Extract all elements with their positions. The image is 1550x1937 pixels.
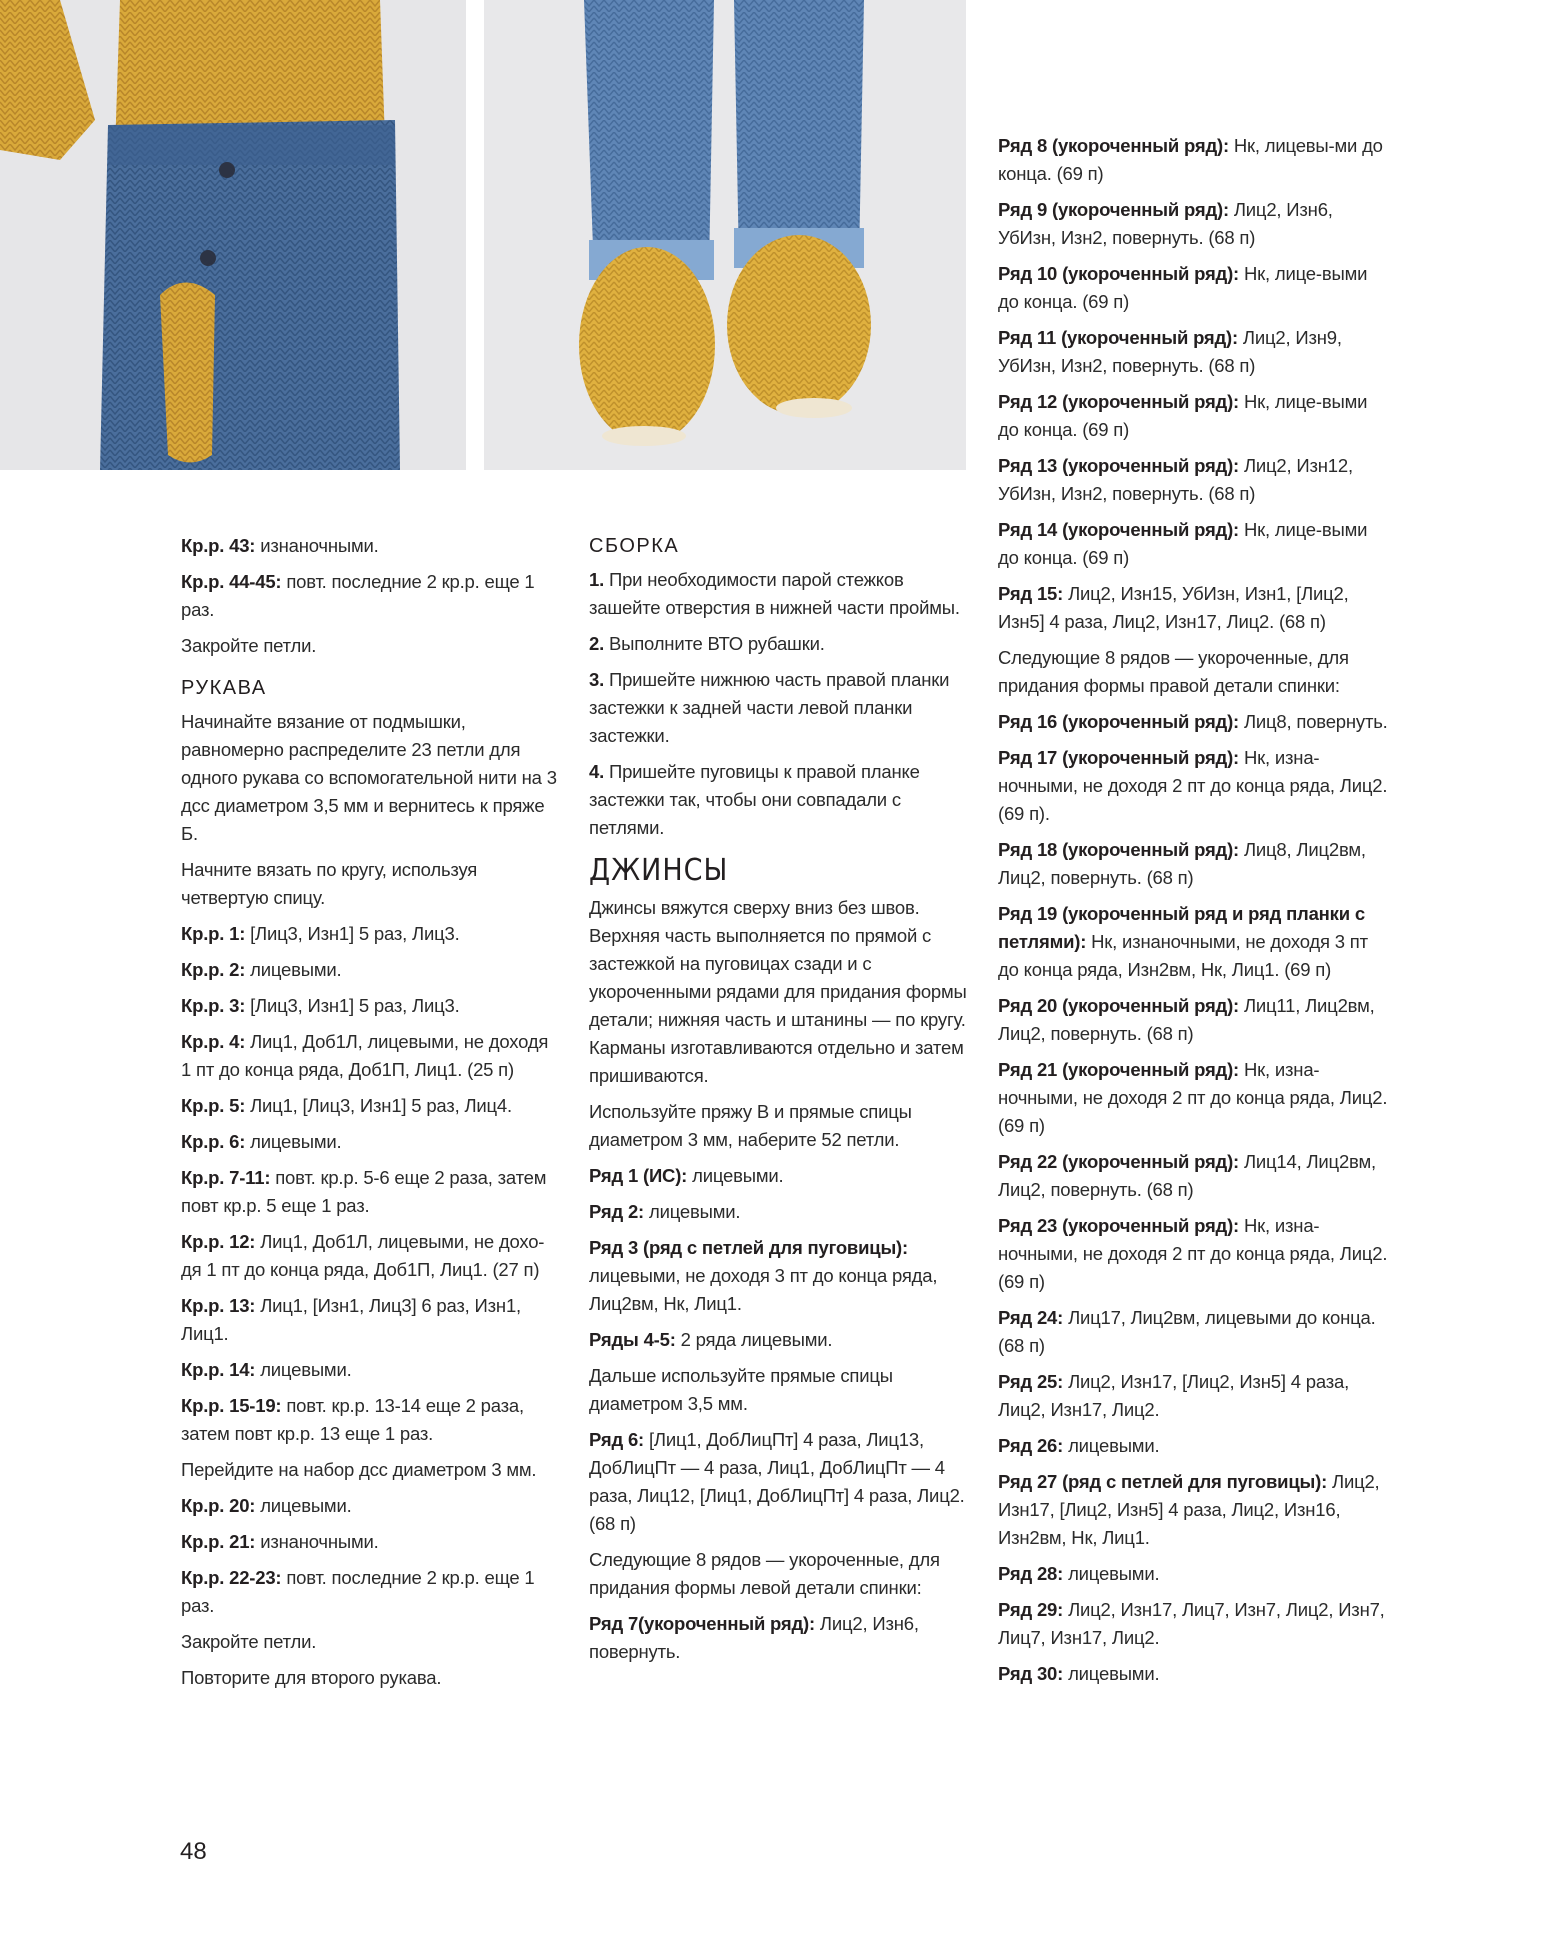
instruction-paragraph: [589, 1098, 974, 1154]
instruction-text: [Лиц1, ДобЛицПт] 4 раза, Лиц13, ДобЛицПт — 4 раза, Лиц1, ДобЛицПт — 4 раза, Лиц12, [Лиц1, ДобЛицПт] 4 раза, Лиц2. (68 п): [589, 1429, 965, 1534]
instruction-label: Ряд 6:: [589, 1429, 645, 1450]
instruction-paragraph: [589, 1234, 974, 1318]
instruction-text: лицевыми.: [687, 1165, 784, 1186]
instruction-paragraph: [998, 708, 1388, 736]
column-1: [181, 532, 561, 1700]
instruction-label: Кр.р. 14:: [181, 1359, 256, 1380]
instruction-label: Ряд 13 (укороченный ряд):: [998, 455, 1240, 476]
instruction-paragraph: [181, 992, 561, 1020]
instruction-label: Кр.р. 5:: [181, 1095, 246, 1116]
instruction-label: Ряд 11 (укороченный ряд):: [998, 327, 1238, 348]
instruction-paragraph: [998, 644, 1388, 700]
instruction-paragraph: [181, 632, 561, 660]
instruction-paragraph: [998, 196, 1388, 252]
instruction-paragraph: [181, 708, 561, 848]
instruction-label: Кр.р. 13:: [181, 1295, 256, 1316]
instruction-text: лицевыми, не доходя 3 пт до конца ряда, Лиц2вм, Нк, Лиц1.: [589, 1265, 938, 1314]
instruction-label: 1.: [589, 569, 605, 590]
instruction-label: Кр.р. 3:: [181, 995, 246, 1016]
instruction-paragraph: [998, 1432, 1388, 1460]
instruction-paragraph: [589, 1426, 974, 1538]
instruction-paragraph: [998, 452, 1388, 508]
instruction-paragraph: [181, 1528, 561, 1556]
instruction-text: 2 ряда лицевыми.: [675, 1329, 833, 1350]
instruction-label: Кр.р. 4:: [181, 1031, 246, 1052]
instruction-text: Лиц1, [Лиц3, Изн1] 5 раз, Лиц4.: [245, 1095, 512, 1116]
instruction-label: Кр.р. 20:: [181, 1495, 256, 1516]
instruction-text: Нк, изна-ночными, не доходя 2 пт до конца ряда, Лиц2. (69 п): [998, 1059, 1388, 1136]
instruction-text: При необходимости парой стежков зашейте отверстия в нижней части проймы.: [589, 569, 960, 618]
instruction-paragraph: [589, 1362, 974, 1418]
instruction-paragraph: [181, 532, 561, 560]
instruction-paragraph: [998, 260, 1388, 316]
instruction-paragraph: [998, 516, 1388, 572]
instruction-paragraph: [998, 1368, 1388, 1424]
instruction-paragraph: [181, 568, 561, 624]
instruction-paragraph: [589, 1546, 974, 1602]
instruction-label: Ряд 12 (укороченный ряд):: [998, 391, 1240, 412]
instruction-text: лицевыми.: [644, 1201, 741, 1222]
instruction-text: Пришейте нижнюю часть правой планки застежки к задней части левой планки застежки.: [589, 669, 950, 746]
instruction-paragraph: [589, 630, 974, 658]
instruction-label: Кр.р. 2:: [181, 959, 246, 980]
instruction-text: изнаночными.: [255, 535, 379, 556]
instruction-label: Ряд 29:: [998, 1599, 1064, 1620]
instruction-text: Используйте пряжу В и прямые спицы диаметром 3 мм, наберите 52 петли.: [589, 1101, 912, 1150]
instruction-text: Лиц2, Изн17, Лиц7, Изн7, Лиц2, Изн7, Лиц7, Изн17, Лиц2.: [998, 1599, 1385, 1648]
instruction-text: лицевыми.: [1063, 1435, 1160, 1456]
instruction-text: Лиц2, Изн17, [Лиц2, Изн5] 4 раза, Лиц2, Изн16, Изн2вм, Нк, Лиц1.: [998, 1471, 1380, 1548]
instruction-label: Ряд 26:: [998, 1435, 1064, 1456]
instruction-text: Дальше используйте прямые спицы диаметром 3,5 мм.: [589, 1365, 893, 1414]
instruction-label: Ряд 27 (ряд с петлей для пуговицы):: [998, 1471, 1328, 1492]
instruction-text: лицевыми.: [245, 1131, 342, 1152]
instruction-paragraph: [181, 1356, 561, 1384]
instruction-text: Перейдите на набор дсс диаметром 3 мм.: [181, 1459, 537, 1480]
doll-torso-photo: [0, 0, 466, 470]
instruction-text: Лиц1, Доб1Л, лицевыми, не дохо-дя 1 пт до конца ряда, Доб1П, Лиц1. (27 п): [181, 1231, 545, 1280]
instruction-label: Ряд 3 (ряд с петлей для пуговицы):: [589, 1237, 908, 1258]
instruction-text: лицевыми.: [255, 1359, 352, 1380]
instruction-text: изнаночными.: [255, 1531, 379, 1552]
instruction-text: Нк, лице-выми до конца. (69 п): [998, 519, 1368, 568]
instruction-text: лицевыми.: [1063, 1663, 1160, 1684]
instruction-text: Закройте петли.: [181, 635, 317, 656]
instruction-label: Ряд 10 (укороченный ряд):: [998, 263, 1240, 284]
instruction-paragraph: [181, 1228, 561, 1284]
instruction-text: Следующие 8 рядов — укороченные, для придания формы левой детали спинки:: [589, 1549, 940, 1598]
instruction-paragraph: [998, 1560, 1388, 1588]
column-2: [589, 532, 974, 1674]
instruction-label: Ряд 9 (укороченный ряд):: [998, 199, 1229, 220]
instruction-text: Пришейте пуговицы к правой планке застежки так, чтобы они совпадали с петлями.: [589, 761, 920, 838]
instruction-label: Ряд 19 (укороченный ряд и ряд планки с петлями):: [998, 903, 1365, 952]
instruction-paragraph: [998, 1304, 1388, 1360]
instruction-text: Нк, лице-выми до конца. (69 п): [998, 263, 1368, 312]
instruction-text: повт. последние 2 кр.р. еще 1 раз.: [181, 1567, 535, 1616]
instruction-text: Лиц2, Изн9, УбИзн, Изн2, повернуть. (68 п): [998, 327, 1342, 376]
instruction-text: Лиц17, Лиц2вм, лицевыми до конца. (68 п): [998, 1307, 1376, 1356]
instruction-text: Лиц8, повернуть.: [1239, 711, 1388, 732]
instruction-text: Закройте петли.: [181, 1631, 317, 1652]
instruction-paragraph: [181, 1092, 561, 1120]
instruction-label: Ряд 30:: [998, 1663, 1064, 1684]
instruction-label: Ряд 25:: [998, 1371, 1064, 1392]
instruction-paragraph: [998, 836, 1388, 892]
instruction-paragraph: [181, 1564, 561, 1620]
instruction-label: Ряд 18 (укороченный ряд):: [998, 839, 1240, 860]
instruction-paragraph: [181, 856, 561, 912]
instruction-paragraph: [998, 1660, 1388, 1688]
instruction-label: Ряд 7(укороченный ряд):: [589, 1613, 815, 1634]
instruction-label: 2.: [589, 633, 605, 654]
instruction-text: Выполните ВТО рубашки.: [604, 633, 825, 654]
instruction-text: Лиц2, Изн15, УбИзн, Изн1, [Лиц2, Изн5] 4 раза, Лиц2, Изн17, Лиц2. (68 п): [998, 583, 1349, 632]
instruction-label: Ряд 8 (укороченный ряд):: [998, 135, 1229, 156]
section-heading: СБОРКА: [589, 535, 680, 557]
instruction-paragraph: [589, 1610, 974, 1666]
instruction-text: Лиц11, Лиц2вм, Лиц2, повернуть. (68 п): [998, 995, 1375, 1044]
instruction-paragraph: [181, 1664, 561, 1692]
instruction-paragraph: [589, 666, 974, 750]
instruction-paragraph: [589, 1198, 974, 1226]
instruction-label: Ряд 2:: [589, 1201, 645, 1222]
instruction-label: Ряд 24:: [998, 1307, 1064, 1328]
instruction-label: Ряд 15:: [998, 583, 1064, 604]
instruction-paragraph: [181, 1292, 561, 1348]
instruction-paragraph: [589, 566, 974, 622]
instruction-text: [Лиц3, Изн1] 5 раз, Лиц3.: [245, 923, 460, 944]
instruction-label: Ряд 17 (укороченный ряд):: [998, 747, 1240, 768]
instruction-paragraph: [181, 1164, 561, 1220]
instruction-paragraph: [998, 1148, 1388, 1204]
instruction-label: Кр.р. 6:: [181, 1131, 246, 1152]
instruction-paragraph: [998, 132, 1388, 188]
instruction-paragraph: [181, 1128, 561, 1156]
instruction-paragraph: [998, 900, 1388, 984]
instruction-label: Ряд 22 (укороченный ряд):: [998, 1151, 1240, 1172]
instruction-text: Лиц2, Изн12, УбИзн, Изн2, повернуть. (68 п): [998, 455, 1353, 504]
instruction-text: Лиц2, Изн6, УбИзн, Изн2, повернуть. (68 п): [998, 199, 1333, 248]
instruction-label: Кр.р. 15-19:: [181, 1395, 282, 1416]
instruction-text: Нк, изна-ночными, не доходя 2 пт до конца ряда, Лиц2. (69 п).: [998, 747, 1388, 824]
instruction-label: Кр.р. 43:: [181, 535, 256, 556]
instruction-label: Кр.р. 12:: [181, 1231, 256, 1252]
instruction-paragraph: [181, 1456, 561, 1484]
instruction-text: Начинайте вязание от подмышки, равномерно распределите 23 петли для одного рукава со вспомогательной нити на 3 дсс диаметром 3,5 мм и вернитесь к пряже Б.: [181, 711, 557, 844]
instruction-paragraph: [998, 744, 1388, 828]
instruction-text: лицевыми.: [245, 959, 342, 980]
instruction-label: Ряд 21 (укороченный ряд):: [998, 1059, 1240, 1080]
instruction-text: повт. кр.р. 5-6 еще 2 раза, затем повт кр.р. 5 еще 1 раз.: [181, 1167, 547, 1216]
instruction-paragraph: [998, 1468, 1388, 1552]
instruction-label: Ряд 20 (укороченный ряд):: [998, 995, 1240, 1016]
instruction-text: Начните вязать по кругу, используя четвертую спицу.: [181, 859, 478, 908]
instruction-paragraph: [998, 388, 1388, 444]
instruction-label: Ряд 16 (укороченный ряд):: [998, 711, 1240, 732]
instruction-text: лицевыми.: [255, 1495, 352, 1516]
section-heading: РУКАВА: [181, 677, 267, 699]
instruction-paragraph: [181, 956, 561, 984]
instruction-text: Лиц14, Лиц2вм, Лиц2, повернуть. (68 п): [998, 1151, 1376, 1200]
instruction-paragraph: [998, 1596, 1388, 1652]
instruction-paragraph: [181, 1028, 561, 1084]
instruction-label: Кр.р. 1:: [181, 923, 246, 944]
doll-legs-photo: [484, 0, 966, 470]
instruction-text: Нк, изна-ночными, не доходя 2 пт до конца ряда, Лиц2. (69 п): [998, 1215, 1388, 1292]
instruction-paragraph: [998, 992, 1388, 1048]
instruction-label: Ряд 23 (укороченный ряд):: [998, 1215, 1240, 1236]
instruction-text: Нк, изнаночными, не доходя 3 пт до конца ряда, Изн2вм, Нк, Лиц1. (69 п): [998, 931, 1368, 980]
instruction-paragraph: [181, 1492, 561, 1520]
instruction-label: Кр.р. 44-45:: [181, 571, 282, 592]
instruction-paragraph: [589, 758, 974, 842]
instruction-text: Лиц1, [Изн1, Лиц3] 6 раз, Изн1, Лиц1.: [181, 1295, 521, 1344]
instruction-text: Нк, лице-выми до конца. (69 п): [998, 391, 1368, 440]
instruction-paragraph: [998, 580, 1388, 636]
instruction-label: Кр.р. 22-23:: [181, 1567, 282, 1588]
instruction-paragraph: [589, 894, 974, 1090]
instruction-text: Лиц8, Лиц2вм, Лиц2, повернуть. (68 п): [998, 839, 1366, 888]
instruction-text: лицевыми.: [1063, 1563, 1160, 1584]
instruction-label: Ряд 1 (ИС):: [589, 1165, 688, 1186]
section-title: ДЖИНСЫ: [589, 853, 729, 888]
instruction-text: Следующие 8 рядов — укороченные, для придания формы правой детали спинки:: [998, 647, 1349, 696]
instruction-text: [Лиц3, Изн1] 5 раз, Лиц3.: [245, 995, 460, 1016]
instruction-text: Лиц1, Доб1Л, лицевыми, не доходя 1 пт до конца ряда, Доб1П, Лиц1. (25 п): [181, 1031, 549, 1080]
instruction-text: Нк, лицевы-ми до конца. (69 п): [998, 135, 1383, 184]
instruction-paragraph: [181, 1392, 561, 1448]
instruction-label: 4.: [589, 761, 605, 782]
instruction-label: Ряды 4-5:: [589, 1329, 676, 1350]
instruction-label: 3.: [589, 669, 605, 690]
instruction-paragraph: [998, 324, 1388, 380]
instruction-text: Джинсы вяжутся сверху вниз без швов. Верхняя часть выполняется по прямой с застежкой на пуговицах сзади и с укороченными рядами для придания формы детали; нижняя часть и штанины — по кругу. Карманы изготавливаются отдельно и затем пришиваются.: [589, 897, 967, 1086]
instruction-paragraph: [998, 1212, 1388, 1296]
instruction-paragraph: [589, 1326, 974, 1354]
instruction-label: Кр.р. 21:: [181, 1531, 256, 1552]
instruction-text: Лиц2, Изн17, [Лиц2, Изн5] 4 раза, Лиц2, Изн17, Лиц2.: [998, 1371, 1350, 1420]
instruction-paragraph: [181, 1628, 561, 1656]
column-3: [998, 132, 1388, 1696]
instruction-label: Ряд 14 (укороченный ряд):: [998, 519, 1240, 540]
instruction-text: Лиц2, Изн6, повернуть.: [589, 1613, 919, 1662]
instruction-paragraph: [998, 1056, 1388, 1140]
instruction-text: Повторите для второго рукава.: [181, 1667, 442, 1688]
instruction-label: Кр.р. 7-11:: [181, 1167, 271, 1188]
page-number: 48: [180, 1838, 207, 1865]
instruction-paragraph: [181, 920, 561, 948]
instruction-text: повт. последние 2 кр.р. еще 1 раз.: [181, 571, 535, 620]
instruction-label: Ряд 28:: [998, 1563, 1064, 1584]
instruction-paragraph: [589, 1162, 974, 1190]
instruction-text: повт. кр.р. 13-14 еще 2 раза, затем повт кр.р. 13 еще 1 раз.: [181, 1395, 524, 1444]
